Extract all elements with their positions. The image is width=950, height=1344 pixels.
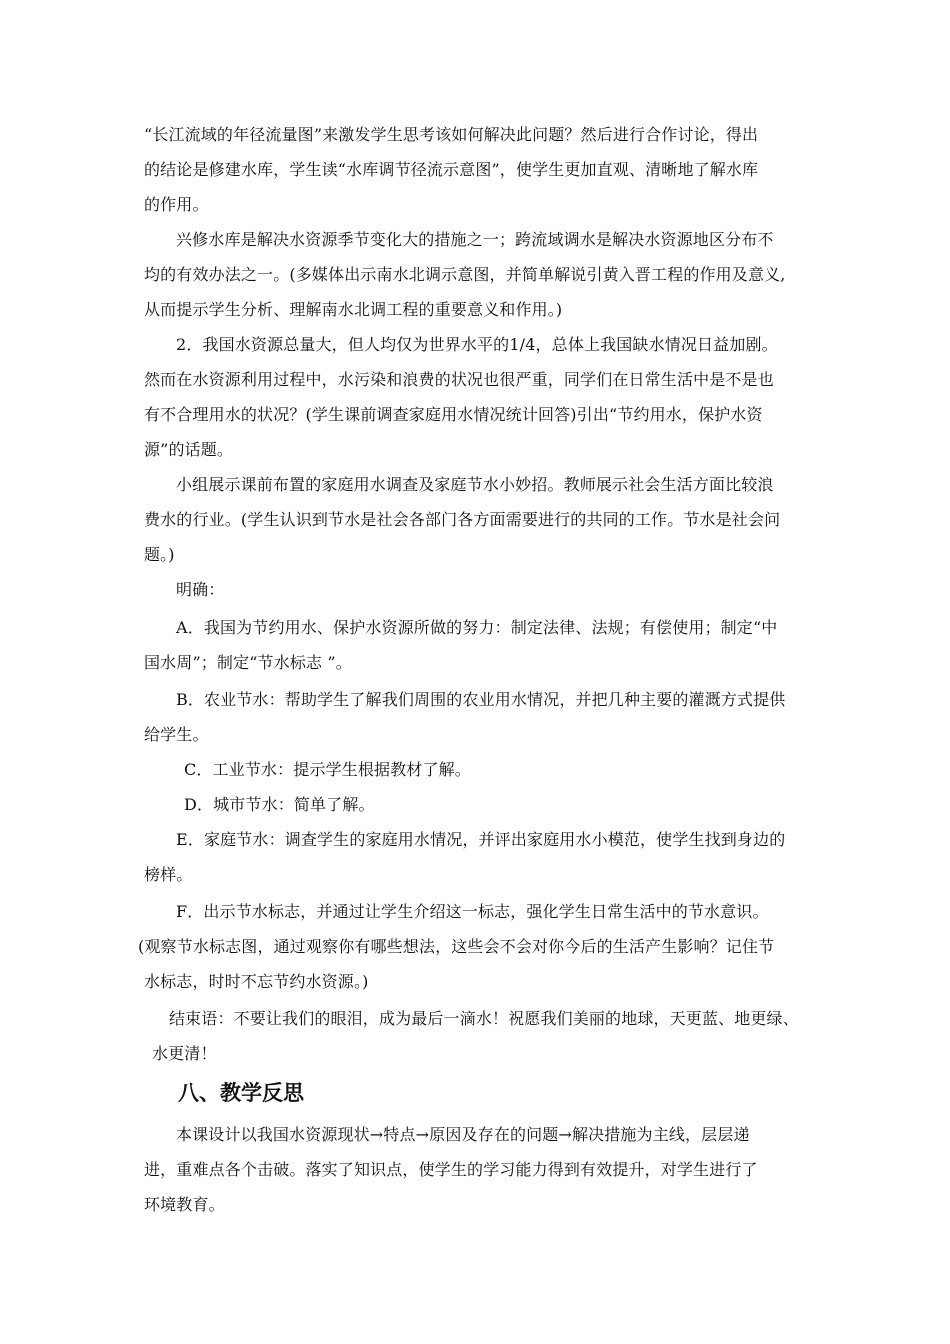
text-line: 2．我国水资源总量大，但人均仅为世界水平的1/4，总体上我国缺水情况日益加剧。 [176,335,778,354]
text-line: 然而在水资源利用过程中，水污染和浪费的状况也很严重，同学们在日常生活中是不是也 [144,370,774,389]
text-line: 小组展示课前布置的家庭用水调查及家庭节水小妙招。教师展示社会生活方面比较浪 [176,475,774,494]
text-line: 源”的话题。 [144,440,234,459]
text-line: 的作用。 [144,195,209,214]
text-line: 明确： [176,580,225,599]
text-line: 题。) [144,545,175,564]
text-line: B．农业节水：帮助学生了解我们周围的农业用水情况，并把几种主要的灌溉方式提供 [176,690,786,709]
text-line: D．城市节水：简单了解。 [184,795,375,814]
text-line: E．家庭节水：调查学生的家庭用水情况，并评出家庭用水小模范，使学生找到身边的 [176,830,786,849]
text-line: 榜样。 [144,865,193,884]
text-line: 结束语：不要让我们的眼泪，成为最后一滴水！祝愿我们美丽的地球，天更蓝、地更绿、 [169,1009,799,1028]
text-line: 均的有效办法之一。(多媒体出示南水北调示意图，并简单解说引黄入晋工程的作用及意义, [144,265,786,284]
text-line: 水更清！ [152,1044,217,1063]
text-line: 国水周”；制定“节水标志 ”。 [144,653,352,672]
text-line: 给学生。 [144,725,209,744]
text-line: 的结论是修建水库，学生读“水库调节径流示意图”，使学生更加直观、清晰地了解水库 [144,160,759,179]
text-line: F．出示节水标志，并通过让学生介绍这一标志，强化学生日常生活中的节水意识。 [176,902,769,921]
text-line: (观察节水标志图，通过观察你有哪些想法，这些会不会对你今后的生活产生影响？记住节 [138,937,775,956]
text-line: C．工业节水：提示学生根据教材了解。 [184,760,471,779]
text-line: “长江流域的年径流量图”来激发学生思考该如何解决此问题？然后进行合作讨论，得出 [144,125,759,144]
text-line: 水标志，时时不忘节约水资源。) [144,972,369,991]
section-heading: 八、教学反思 [178,1081,304,1105]
text-line: 有不合理用水的状况？(学生课前调查家庭用水情况统计回答)引出“节约用水，保护水资 [144,405,763,424]
text-line: A．我国为节约用水、保护水资源所做的努力：制定法律、法规；有偿使用；制定“中 [176,618,778,637]
text-line: 环境教育。 [144,1195,225,1214]
text-line: 本课设计以我国水资源现状→特点→原因及存在的问题→解决措施为主线，层层递 [176,1125,750,1144]
text-line: 从而提示学生分析、理解南水北调工程的重要意义和作用。) [144,300,563,319]
text-line: 进，重难点各个击破。落实了知识点，使学生的学习能力得到有效提升，对学生进行了 [144,1160,758,1179]
text-line: 费水的行业。(学生认识到节水是社会各部门各方面需要进行的共同的工作。节水是社会问 [144,510,781,529]
text-line: 兴修水库是解决水资源季节变化大的措施之一；跨流域调水是解决水资源地区分布不 [176,230,774,249]
